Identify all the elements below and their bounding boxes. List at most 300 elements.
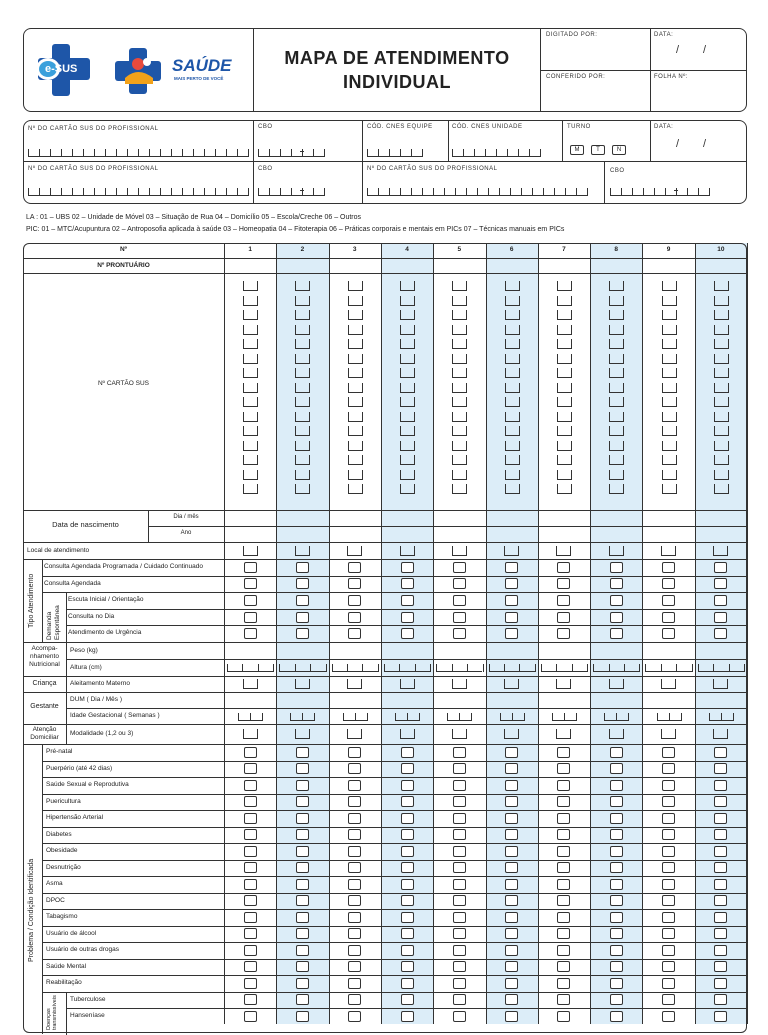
checkbox[interactable]: [505, 895, 518, 906]
cartao-sus-digit[interactable]: [243, 470, 258, 480]
checkbox[interactable]: [505, 628, 518, 639]
entry-field[interactable]: [556, 546, 571, 556]
cartao-sus-digit[interactable]: [400, 426, 415, 436]
cartao-sus-digit[interactable]: [295, 339, 310, 349]
measure-field[interactable]: [698, 662, 744, 672]
entry-field[interactable]: [400, 729, 415, 739]
checkbox[interactable]: [244, 912, 257, 923]
checkbox[interactable]: [662, 595, 675, 606]
checkbox[interactable]: [296, 628, 309, 639]
checkbox[interactable]: [662, 912, 675, 923]
checkbox[interactable]: [714, 912, 727, 923]
checkbox[interactable]: [401, 862, 414, 873]
cartao-sus-digit[interactable]: [400, 397, 415, 407]
checkbox[interactable]: [453, 862, 466, 873]
checkbox[interactable]: [453, 978, 466, 989]
cartao-sus-digit[interactable]: [348, 310, 363, 320]
checkbox[interactable]: [714, 595, 727, 606]
cartao-sus-digit[interactable]: [714, 325, 729, 335]
cartao-sus-digit[interactable]: [714, 426, 729, 436]
checkbox[interactable]: [348, 813, 361, 824]
checkbox[interactable]: [453, 895, 466, 906]
checkbox[interactable]: [714, 879, 727, 890]
checkbox[interactable]: [348, 578, 361, 589]
cartao-sus-digit[interactable]: [295, 441, 310, 451]
checkbox[interactable]: [453, 945, 466, 956]
checkbox[interactable]: [714, 862, 727, 873]
cartao-sus-digit[interactable]: [243, 325, 258, 335]
checkbox[interactable]: [714, 780, 727, 791]
cartao-sus-digit[interactable]: [557, 426, 572, 436]
cartao-sus-digit[interactable]: [295, 397, 310, 407]
checkbox[interactable]: [348, 747, 361, 758]
checkbox[interactable]: [714, 846, 727, 857]
entry-field[interactable]: [347, 729, 362, 739]
checkbox[interactable]: [296, 578, 309, 589]
cartao-sus-digit[interactable]: [348, 296, 363, 306]
checkbox[interactable]: [453, 994, 466, 1005]
cartao-sus-digit[interactable]: [505, 296, 520, 306]
checkbox[interactable]: [401, 879, 414, 890]
checkbox[interactable]: [296, 978, 309, 989]
checkbox[interactable]: [244, 1011, 257, 1022]
cartao-sus-digit[interactable]: [662, 325, 677, 335]
cartao-sus-digit[interactable]: [400, 354, 415, 364]
cartao-sus-digit[interactable]: [662, 412, 677, 422]
checkbox[interactable]: [714, 796, 727, 807]
cartao-sus-digit[interactable]: [243, 441, 258, 451]
checkbox[interactable]: [453, 747, 466, 758]
checkbox[interactable]: [557, 879, 570, 890]
measure-field[interactable]: [227, 662, 273, 672]
cartao-sus-digit[interactable]: [609, 354, 624, 364]
cartao-sus-digit[interactable]: [505, 339, 520, 349]
checkbox[interactable]: [610, 829, 623, 840]
cartao-sus-digit[interactable]: [609, 470, 624, 480]
cartao-sus-digit[interactable]: [557, 354, 572, 364]
cartao-sus-digit[interactable]: [243, 383, 258, 393]
checkbox[interactable]: [714, 763, 727, 774]
checkbox[interactable]: [662, 562, 675, 573]
entry-field[interactable]: [713, 729, 728, 739]
cartao-sus-digit[interactable]: [348, 281, 363, 291]
cartao-sus-digit[interactable]: [295, 455, 310, 465]
checkbox[interactable]: [662, 628, 675, 639]
cartao-sus-digit[interactable]: [662, 383, 677, 393]
cartao-sus-digit[interactable]: [348, 426, 363, 436]
checkbox[interactable]: [662, 978, 675, 989]
checkbox[interactable]: [296, 562, 309, 573]
cartao-sus-digit[interactable]: [348, 470, 363, 480]
checkbox[interactable]: [557, 796, 570, 807]
cartao-sus-digit[interactable]: [662, 397, 677, 407]
measure-field[interactable]: [279, 662, 325, 672]
cartao-sus-digit[interactable]: [295, 325, 310, 335]
checkbox[interactable]: [662, 829, 675, 840]
measure-field[interactable]: [541, 662, 587, 672]
checkbox[interactable]: [348, 879, 361, 890]
cartao-sus-digit[interactable]: [452, 441, 467, 451]
cartao-sus-digit[interactable]: [452, 339, 467, 349]
cartao-sus-digit[interactable]: [400, 339, 415, 349]
cartao-sus-digit[interactable]: [714, 354, 729, 364]
cartao-sus-digit[interactable]: [400, 310, 415, 320]
entry-field[interactable]: [556, 679, 571, 689]
checkbox[interactable]: [296, 813, 309, 824]
checkbox[interactable]: [610, 628, 623, 639]
measure-field[interactable]: [645, 662, 691, 672]
checkbox[interactable]: [244, 562, 257, 573]
cartao-sus-digit[interactable]: [609, 397, 624, 407]
cartao-sus-digit[interactable]: [714, 296, 729, 306]
checkbox[interactable]: [453, 961, 466, 972]
cartao-sus-digit[interactable]: [243, 339, 258, 349]
cartao-sus-digit[interactable]: [452, 368, 467, 378]
checkbox[interactable]: [401, 994, 414, 1005]
checkbox[interactable]: [557, 763, 570, 774]
checkbox[interactable]: [296, 829, 309, 840]
checkbox[interactable]: [662, 780, 675, 791]
checkbox[interactable]: [714, 978, 727, 989]
entry-field[interactable]: [243, 546, 258, 556]
checkbox[interactable]: [557, 595, 570, 606]
checkbox[interactable]: [348, 912, 361, 923]
checkbox[interactable]: [348, 994, 361, 1005]
cartao-sus-digit[interactable]: [243, 455, 258, 465]
checkbox[interactable]: [401, 612, 414, 623]
cartao-sus-digit[interactable]: [662, 296, 677, 306]
checkbox[interactable]: [505, 928, 518, 939]
entry-field[interactable]: [504, 729, 519, 739]
entry-field[interactable]: [452, 679, 467, 689]
checkbox[interactable]: [714, 895, 727, 906]
measure-field[interactable]: [332, 662, 378, 672]
cartao-sus-digit[interactable]: [243, 484, 258, 494]
cartao-sus-digit[interactable]: [295, 368, 310, 378]
checkbox[interactable]: [348, 796, 361, 807]
checkbox[interactable]: [348, 945, 361, 956]
cartao-sus-digit[interactable]: [295, 296, 310, 306]
cartao-sus-digit[interactable]: [243, 368, 258, 378]
cartao-sus-digit[interactable]: [400, 455, 415, 465]
cartao-sus-digit[interactable]: [557, 397, 572, 407]
checkbox[interactable]: [453, 562, 466, 573]
cartao-sus-digit[interactable]: [662, 441, 677, 451]
checkbox[interactable]: [662, 961, 675, 972]
cbo-3-field[interactable]: [610, 186, 709, 196]
cartao-sus-digit[interactable]: [452, 484, 467, 494]
cartao-sus-digit[interactable]: [400, 296, 415, 306]
checkbox[interactable]: [610, 763, 623, 774]
checkbox[interactable]: [401, 1011, 414, 1022]
checkbox[interactable]: [662, 994, 675, 1005]
checkbox[interactable]: [505, 763, 518, 774]
checkbox[interactable]: [453, 612, 466, 623]
cartao-sus-digit[interactable]: [243, 296, 258, 306]
checkbox[interactable]: [453, 763, 466, 774]
checkbox[interactable]: [296, 912, 309, 923]
checkbox[interactable]: [505, 595, 518, 606]
cartao-sus-digit[interactable]: [348, 484, 363, 494]
checkbox[interactable]: [348, 895, 361, 906]
checkbox[interactable]: [244, 813, 257, 824]
checkbox[interactable]: [662, 796, 675, 807]
cartao-sus-digit[interactable]: [557, 368, 572, 378]
cartao-sus-digit[interactable]: [557, 383, 572, 393]
checkbox[interactable]: [401, 978, 414, 989]
checkbox[interactable]: [348, 978, 361, 989]
cartao-sus-digit[interactable]: [452, 354, 467, 364]
checkbox[interactable]: [453, 879, 466, 890]
checkbox[interactable]: [557, 578, 570, 589]
cartao-sus-digit[interactable]: [662, 281, 677, 291]
checkbox[interactable]: [662, 578, 675, 589]
checkbox[interactable]: [662, 763, 675, 774]
cartao-sus-digit[interactable]: [714, 339, 729, 349]
cartao-sus-digit[interactable]: [452, 470, 467, 480]
checkbox[interactable]: [610, 895, 623, 906]
measure-field[interactable]: [436, 662, 482, 672]
cartao-sus-digit[interactable]: [714, 397, 729, 407]
checkbox[interactable]: [505, 562, 518, 573]
checkbox[interactable]: [296, 796, 309, 807]
checkbox[interactable]: [557, 562, 570, 573]
cartao-sus-digit[interactable]: [609, 339, 624, 349]
cartao-sus-digit[interactable]: [505, 354, 520, 364]
cartao-sus-digit[interactable]: [400, 484, 415, 494]
cartao-sus-digit[interactable]: [557, 412, 572, 422]
cartao-sus-digit[interactable]: [452, 426, 467, 436]
checkbox[interactable]: [296, 595, 309, 606]
checkbox[interactable]: [610, 1011, 623, 1022]
checkbox[interactable]: [557, 780, 570, 791]
cartao-sus-digit[interactable]: [557, 484, 572, 494]
cartao-sus-digit[interactable]: [662, 310, 677, 320]
cartao-sus-digit[interactable]: [505, 412, 520, 422]
checkbox[interactable]: [662, 1011, 675, 1022]
checkbox[interactable]: [401, 912, 414, 923]
checkbox[interactable]: [714, 994, 727, 1005]
cartao-sus-digit[interactable]: [557, 441, 572, 451]
checkbox[interactable]: [557, 628, 570, 639]
cartao-sus-digit[interactable]: [714, 281, 729, 291]
checkbox[interactable]: [453, 912, 466, 923]
checkbox[interactable]: [401, 595, 414, 606]
checkbox[interactable]: [662, 928, 675, 939]
cartao-sus-digit[interactable]: [452, 296, 467, 306]
cartao-sus-digit[interactable]: [557, 339, 572, 349]
checkbox[interactable]: [296, 763, 309, 774]
checkbox[interactable]: [557, 912, 570, 923]
checkbox[interactable]: [610, 796, 623, 807]
checkbox[interactable]: [505, 994, 518, 1005]
checkbox[interactable]: [348, 961, 361, 972]
checkbox[interactable]: [296, 928, 309, 939]
checkbox[interactable]: [244, 978, 257, 989]
checkbox[interactable]: [610, 578, 623, 589]
checkbox[interactable]: [296, 994, 309, 1005]
checkbox[interactable]: [714, 961, 727, 972]
checkbox[interactable]: [244, 628, 257, 639]
cartao-sus-digit[interactable]: [557, 310, 572, 320]
checkbox[interactable]: [453, 578, 466, 589]
checkbox[interactable]: [348, 595, 361, 606]
entry-field[interactable]: [452, 546, 467, 556]
checkbox[interactable]: [610, 862, 623, 873]
checkbox[interactable]: [348, 829, 361, 840]
checkbox[interactable]: [348, 612, 361, 623]
checkbox[interactable]: [401, 945, 414, 956]
cartao-sus-digit[interactable]: [505, 325, 520, 335]
checkbox[interactable]: [610, 912, 623, 923]
entry-field[interactable]: [347, 546, 362, 556]
checkbox[interactable]: [662, 813, 675, 824]
checkbox[interactable]: [296, 961, 309, 972]
checkbox[interactable]: [610, 846, 623, 857]
checkbox[interactable]: [348, 862, 361, 873]
cartao-sus-digit[interactable]: [505, 441, 520, 451]
checkbox[interactable]: [610, 928, 623, 939]
checkbox[interactable]: [401, 928, 414, 939]
cartao-sus-digit[interactable]: [662, 339, 677, 349]
cnes-equipe-field[interactable]: [367, 147, 422, 157]
checkbox[interactable]: [244, 945, 257, 956]
cartao-sus-digit[interactable]: [295, 470, 310, 480]
cartao-sus-digit[interactable]: [400, 368, 415, 378]
cartao-sus-digit[interactable]: [609, 484, 624, 494]
cartao-sus-digit[interactable]: [662, 368, 677, 378]
checkbox[interactable]: [714, 1011, 727, 1022]
cartao-sus-digit[interactable]: [609, 368, 624, 378]
cartao-sus-digit[interactable]: [452, 325, 467, 335]
cartao-sus-digit[interactable]: [400, 325, 415, 335]
cartao-sus-digit[interactable]: [662, 354, 677, 364]
cartao-sus-digit[interactable]: [452, 412, 467, 422]
entry-field[interactable]: [713, 679, 728, 689]
checkbox[interactable]: [244, 780, 257, 791]
cartao-sus-digit[interactable]: [295, 484, 310, 494]
checkbox[interactable]: [296, 747, 309, 758]
checkbox[interactable]: [505, 829, 518, 840]
measure-field[interactable]: [593, 662, 639, 672]
cartao-sus-digit[interactable]: [505, 484, 520, 494]
entry-field[interactable]: [347, 679, 362, 689]
checkbox[interactable]: [610, 978, 623, 989]
cartao-sus-digit[interactable]: [609, 296, 624, 306]
cartao-sus-digit[interactable]: [714, 368, 729, 378]
entry-field[interactable]: [556, 729, 571, 739]
cartao-sus-digit[interactable]: [557, 470, 572, 480]
checkbox[interactable]: [714, 945, 727, 956]
checkbox[interactable]: [244, 895, 257, 906]
cartao-sus-digit[interactable]: [557, 296, 572, 306]
checkbox[interactable]: [610, 747, 623, 758]
entry-field[interactable]: [295, 729, 310, 739]
checkbox[interactable]: [348, 928, 361, 939]
checkbox[interactable]: [453, 628, 466, 639]
checkbox[interactable]: [244, 612, 257, 623]
entry-field[interactable]: [243, 679, 258, 689]
turno-m-box[interactable]: M: [570, 145, 584, 155]
checkbox[interactable]: [244, 961, 257, 972]
checkbox[interactable]: [557, 846, 570, 857]
checkbox[interactable]: [348, 763, 361, 774]
checkbox[interactable]: [557, 1011, 570, 1022]
checkbox[interactable]: [244, 928, 257, 939]
checkbox[interactable]: [401, 829, 414, 840]
checkbox[interactable]: [296, 879, 309, 890]
checkbox[interactable]: [714, 578, 727, 589]
cartao-sus-digit[interactable]: [505, 281, 520, 291]
cartao-sus-digit[interactable]: [714, 383, 729, 393]
checkbox[interactable]: [453, 595, 466, 606]
checkbox[interactable]: [714, 813, 727, 824]
checkbox[interactable]: [401, 961, 414, 972]
checkbox[interactable]: [610, 879, 623, 890]
cartao-sus-digit[interactable]: [662, 455, 677, 465]
checkbox[interactable]: [244, 747, 257, 758]
cartao-sus-digit[interactable]: [348, 441, 363, 451]
cartao-sus-digit[interactable]: [609, 281, 624, 291]
entry-field[interactable]: [452, 729, 467, 739]
cartao-sus-digit[interactable]: [295, 310, 310, 320]
checkbox[interactable]: [453, 846, 466, 857]
cartao-sus-digit[interactable]: [243, 397, 258, 407]
checkbox[interactable]: [505, 612, 518, 623]
checkbox[interactable]: [557, 612, 570, 623]
cartao-sus-digit[interactable]: [348, 397, 363, 407]
checkbox[interactable]: [401, 796, 414, 807]
checkbox[interactable]: [557, 961, 570, 972]
entry-field[interactable]: [609, 546, 624, 556]
checkbox[interactable]: [557, 978, 570, 989]
checkbox[interactable]: [401, 846, 414, 857]
checkbox[interactable]: [244, 595, 257, 606]
checkbox[interactable]: [348, 1011, 361, 1022]
checkbox[interactable]: [610, 595, 623, 606]
checkbox[interactable]: [714, 628, 727, 639]
checkbox[interactable]: [662, 612, 675, 623]
checkbox[interactable]: [610, 961, 623, 972]
cartao-sus-digit[interactable]: [609, 325, 624, 335]
cartao-sus-digit[interactable]: [348, 368, 363, 378]
checkbox[interactable]: [662, 879, 675, 890]
entry-field[interactable]: [661, 546, 676, 556]
cartao-sus-digit[interactable]: [452, 455, 467, 465]
cartao-sus-digit[interactable]: [714, 484, 729, 494]
cartao-sus-digit[interactable]: [714, 412, 729, 422]
cartao-sus-digit[interactable]: [505, 383, 520, 393]
cartao-sus-digit[interactable]: [714, 470, 729, 480]
entry-field[interactable]: [661, 679, 676, 689]
checkbox[interactable]: [244, 578, 257, 589]
checkbox[interactable]: [505, 1011, 518, 1022]
cartao-sus-digit[interactable]: [348, 354, 363, 364]
checkbox[interactable]: [401, 895, 414, 906]
cartao-sus-digit[interactable]: [295, 412, 310, 422]
checkbox[interactable]: [296, 945, 309, 956]
checkbox[interactable]: [401, 578, 414, 589]
measure-field[interactable]: [489, 662, 535, 672]
checkbox[interactable]: [244, 879, 257, 890]
checkbox[interactable]: [557, 928, 570, 939]
checkbox[interactable]: [662, 895, 675, 906]
checkbox[interactable]: [348, 628, 361, 639]
cartao-sus-digit[interactable]: [662, 426, 677, 436]
entry-field[interactable]: [504, 546, 519, 556]
entry-field[interactable]: [243, 729, 258, 739]
entry-field[interactable]: [400, 679, 415, 689]
